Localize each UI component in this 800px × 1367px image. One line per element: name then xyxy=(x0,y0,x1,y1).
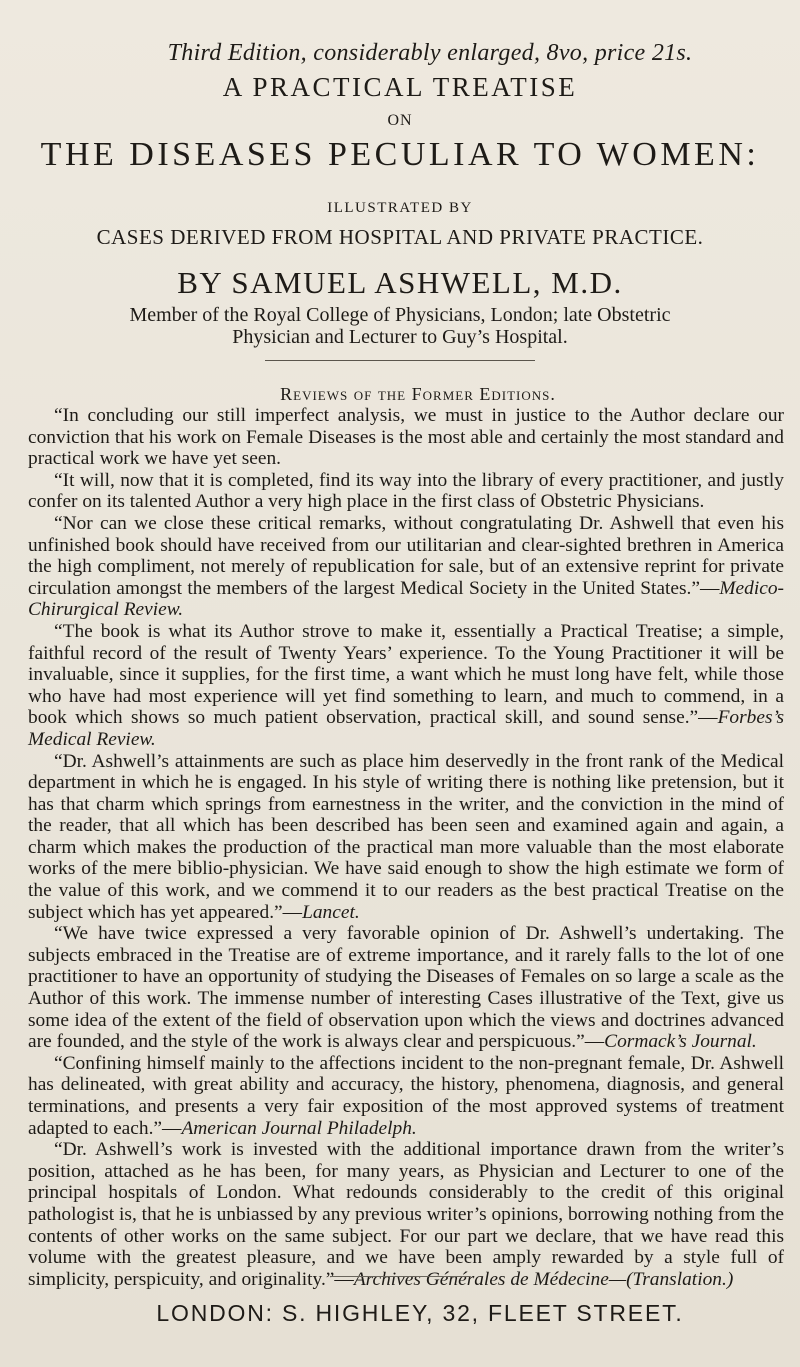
review-paragraph: “Nor can we close these critical remarks, without congratulating Dr. Ashwell that even his unfinished book should have received from our utilitarian and clear-sighted brethren in America the high compliment, not merely of republication for sale, but of an extensive reprint for private circulation amongst the members of the largest Medical Society in the United States.”—Medico-Chirurgical Review. xyxy=(28,512,784,621)
credentials-line-2: Physician and Lecturer to Guy’s Hospital. xyxy=(232,326,568,348)
review-source: Archives Générales de Médecine—(Translation.) xyxy=(353,1268,734,1290)
review-paragraph: “Dr. Ashwell’s attainments are such as place him deservedly in the front rank of the Medical department in which he is engaged. In his style of writing there is nothing like pretension, but it has that charm which springs from earnestness in the writer, and the conviction in the mind of the reader, that all which has been described has been seen and examined again and again, a charm which makes the production of the practical man more valuable than the most elaborate works of the mere biblio-physician. We have said enough to show the high estimate we form of the value of this work, and we commend it to our readers as the best practical Treatise on the subject which has yet appeared.”—Lancet. xyxy=(28,750,784,923)
review-paragraph: “It will, now that it is completed, find its way into the library of every practitioner, and justly confer on its talented Author a very high place in the first class of Obstetric Physicians. xyxy=(28,469,784,513)
edition-line: Third Edition, considerably enlarged, 8vo, price 21s. xyxy=(167,40,693,66)
title-connector: ON xyxy=(387,112,413,129)
review-source: American Journal Philadelph. xyxy=(181,1117,417,1139)
reviews-body xyxy=(28,405,784,1290)
review-source: Medico-Chirurgical Review. xyxy=(28,577,784,621)
review-paragraph: “The book is what its Author strove to make it, essentially a Practical Treatise; a simple, faithful record of the result of Twenty Years’ experience. To the Young Practitioner it will be invaluable, since it supplies, for the first time, a want which he must long have felt, while those who have had most experience will yet find something to learn, and much to commend, in a book which shows so much patient observation, practical skill, and sound sense.”—Forbes’s Medical Review. xyxy=(28,620,784,750)
publisher-imprint: LONDON: S. HIGHLEY, 32, FLEET STREET. xyxy=(156,1300,684,1326)
review-source: Lancet. xyxy=(302,901,360,923)
review-source: Cormack’s Journal. xyxy=(604,1031,757,1053)
credentials-line-1: Member of the Royal College of Physicians, London; late Obstetric xyxy=(129,304,671,326)
review-source: Forbes’s Medical Review. xyxy=(28,707,784,750)
review-paragraph: “Dr. Ashwell’s work is invested with the additional importance drawn from the writer’s position, attached as he has been, for many years, as Physician and Lecturer to one of the principal hospitals of London. What redounds considerably to the credit of this original pathologist is, that he is unbiassed by any previous writer’s opinions, borrowing nothing from the contents of other works on the same subject. For our part we declare, that we have read this volume with the greatest pleasure, and we have been amply rewarded by a style full of simplicity, perspicuity, and originality.”—Archives Générales de Médecine—(Translation.) xyxy=(28,1139,784,1290)
illustrated-by-line: ILLUSTRATED BY xyxy=(327,200,473,216)
reviews-heading: Reviews of the Former Editions. xyxy=(280,384,556,404)
review-paragraph: “Confining himself mainly to the affections incident to the non-pregnant female, Dr. Ashwell has delineated, with great ability and accuracy, the history, phenomena, diagnosis, and general terminations, and presents a very fair exposition of the most approved systems of treatment adapted to each.”—American Journal Philadelph. xyxy=(28,1052,784,1139)
book-title: A PRACTICAL TREATISE xyxy=(222,72,578,102)
book-subject: THE DISEASES PECULIAR TO WOMEN: xyxy=(40,136,760,173)
author-line: BY SAMUEL ASHWELL, M.D. xyxy=(177,265,623,300)
review-paragraph: “We have twice expressed a very favorable opinion of Dr. Ashwell’s undertaking. The subjects embraced in the Treatise are of extreme importance, and it rarely falls to the lot of one practitioner to have an opportunity of studying the Diseases of Females on so large a scale as the Author of this work. The immense number of interesting Cases illustrative of the Text, give us some idea of the extent of the field of observation upon which the views and doctrines advanced are founded, and the style of the work is always clear and perspicuous.”—Cormack’s Journal. xyxy=(28,923,784,1053)
review-paragraph: “In concluding our still imperfect analysis, we must in justice to the Author declare our conviction that his work on Female Diseases is the most able and certainly the most standard and practical work we have yet seen. xyxy=(28,405,784,470)
footer-divider xyxy=(330,1276,470,1277)
cases-line: CASES DERIVED FROM HOSPITAL AND PRIVATE PRACTICE. xyxy=(96,225,704,249)
section-divider xyxy=(265,360,535,361)
author-credentials xyxy=(0,304,800,348)
